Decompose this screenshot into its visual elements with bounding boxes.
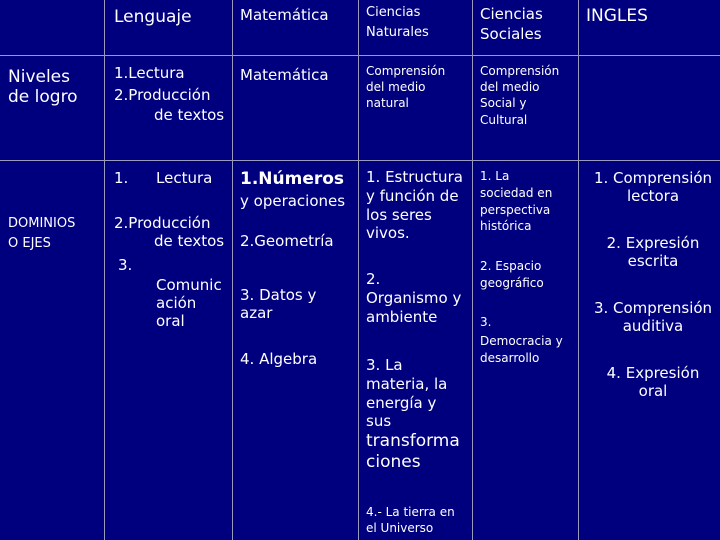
row-divider [0,160,720,161]
dominio-ingles-item4: 4. Expresión oral [606,364,700,400]
dominio-sociales-item1: 1. La sociedad en perspectiva histórica [480,169,553,234]
dominio-ingles-item2: 2. Expresión escrita [606,234,700,270]
dominio-matematica-item3: 3. Datos y azar [240,286,317,322]
row-label-niveles: Niveles de logro [8,67,78,108]
niveles-lenguaje: 1.Lectura 2.Producción de textos [114,64,225,124]
dominio-matematica-item1: 1.Números y operaciones [240,169,346,211]
header-ciencias-sociales: Ciencias Sociales [480,5,543,43]
niveles-ciencias-sociales: Comprensión del medio Social y Cultural [480,64,560,127]
dominio-sociales-item2: 2. Espacio geográfico [480,259,544,290]
dominio-naturales-item2: 2. Organismo y ambiente [366,270,462,326]
niveles-matematica: Matemática [240,66,329,84]
header-lenguaje: Lenguaje [114,7,192,27]
row-divider [0,55,720,56]
column-divider [232,0,233,540]
row-label-dominios: DOMINIOS O EJES [8,216,76,252]
dominio-naturales-item3: 3. La materia, la energía y sus transforma ciones [366,356,460,473]
dominio-naturales-item4: 4.- La tierra en el Universo [366,505,455,535]
header-matematica: Matemática [240,6,329,24]
dominio-matematica-item4: 4. Algebra [240,350,318,368]
header-ciencias-naturales: Ciencias Naturales [366,5,429,40]
niveles-ciencias-naturales: Comprensión del medio natural [366,64,446,111]
dominio-lenguaje-item1-num: 1. [114,169,129,187]
dominio-ingles-item3: 3. Comprensión auditiva [593,299,713,335]
dominio-ingles-item1: 1. Comprensión lectora [593,169,713,205]
header-ingles: INGLES [586,6,648,26]
dominio-sociales-item3: 3. Democracia y desarrollo [480,315,563,365]
dominio-lenguaje-item3-num: 3. [118,256,133,274]
dominio-naturales-item1: 1. Estructura y función de los seres vivos. [366,168,463,243]
column-divider [472,0,473,540]
dominio-matematica-item2: 2.Geometría [240,232,334,250]
column-divider [104,0,105,540]
dominio-lenguaje-item2: 2.Producción de textos [114,214,225,250]
column-divider [358,0,359,540]
column-divider [578,0,579,540]
dominio-lenguaje-item3: Comunic ación oral [156,276,222,330]
dominio-lenguaje-item1: Lectura [156,169,213,187]
